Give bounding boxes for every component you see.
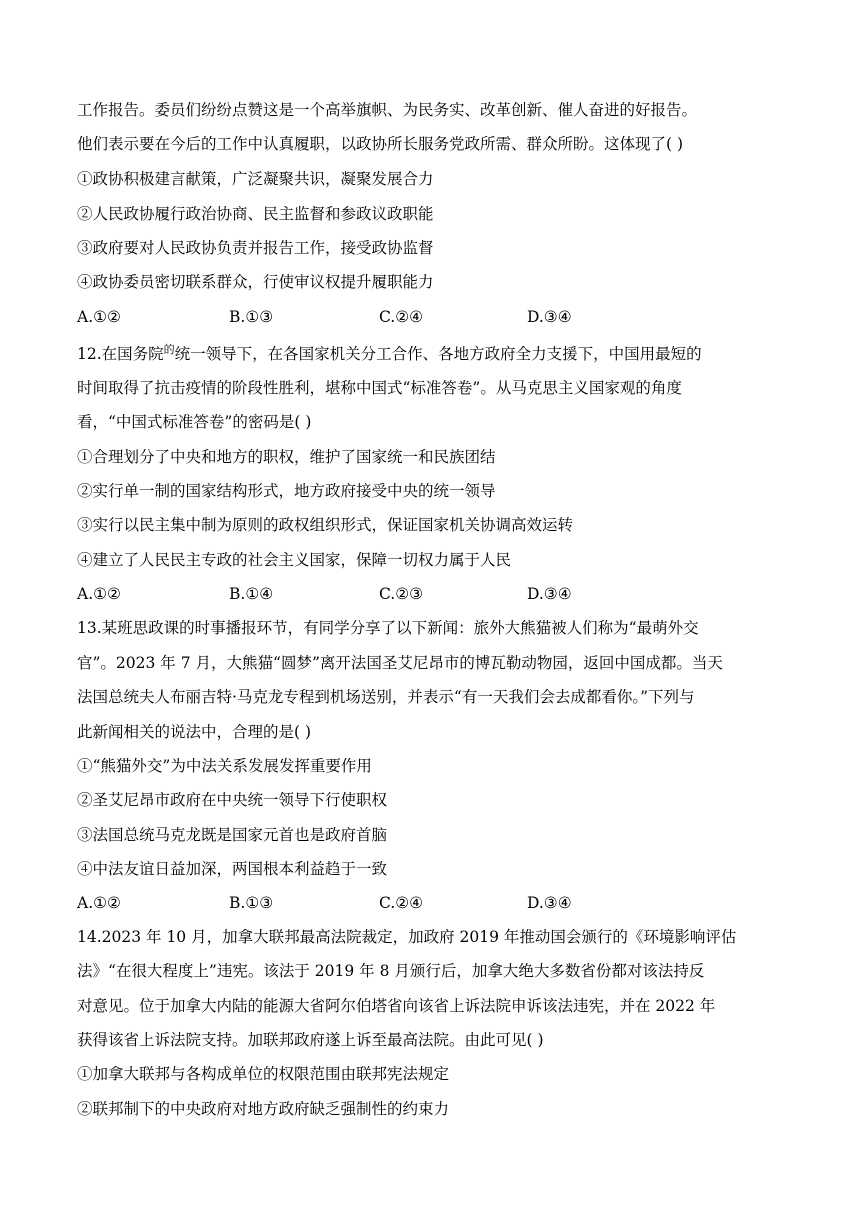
q14-stem-line-2: 法》“在很大程度上”违宪。该法于 2019 年 8 月颁行后，加拿大绝大多数省份都对该法持反 <box>77 962 705 980</box>
q11-choice-c: C.②④ <box>379 308 424 326</box>
q13-stem-line-3: 法国总统夫人布丽吉特·马克龙专程到机场送别，并表示“有一天我们会去成都看你。”下列与 <box>77 688 695 706</box>
q14-stem-line-1: 14.2023 年 10 月，加拿大联邦最高法院裁定，加政府 2019 年推动国会颁行的《环境影响评估 <box>77 928 737 946</box>
q11-stem-line-1: 工作报告。委员们纷纷点赞这是一个高举旗帜、为民务实、改革创新、催人奋进的好报告。 <box>77 101 698 119</box>
q11-option-4: ④政协委员密切联系群众，行使审议权提升履职能力 <box>77 273 434 291</box>
q11-option-3: ③政府要对人民政协负责并报告工作，接受政协监督 <box>77 239 434 257</box>
q12-stem-pre: 12.在国务院 <box>77 345 164 363</box>
q12-choice-b: B.①④ <box>229 585 274 603</box>
q13-option-3: ③法国总统马克龙既是国家元首也是政府首脑 <box>77 826 388 844</box>
q14-option-2: ②联邦制下的中央政府对地方政府缺乏强制性的约束力 <box>77 1100 450 1118</box>
q11-stem-line-2: 他们表示要在今后的工作中认真履职，以政协所长服务党政所需、群众所盼。这体现了( ) <box>77 135 684 153</box>
q13-choice-b: B.①③ <box>229 894 274 912</box>
q11-choice-a: A.①② <box>77 308 121 326</box>
q14-option-1: ①加拿大联邦与各构成单位的权限范围由联邦宪法规定 <box>77 1065 450 1083</box>
q13-option-1: ①“熊猫外交”为中法关系发展发挥重要作用 <box>77 757 372 775</box>
q13-choice-c: C.②④ <box>379 894 424 912</box>
q12-option-3: ③实行以民主集中制为原则的政权组织形式，保证国家机关协调高效运转 <box>77 516 574 534</box>
q12-option-4: ④建立了人民民主专政的社会主义国家，保障一切权力属于人民 <box>77 551 512 569</box>
q11-option-1: ①政协积极建言献策，广泛凝聚共识，凝聚发展合力 <box>77 170 434 188</box>
q13-stem-line-4: 此新闻相关的说法中，合理的是( ) <box>77 723 312 741</box>
q13-choice-a: A.①② <box>77 894 121 912</box>
q11-option-2: ②人民政协履行政治协商、民主监督和参政议政职能 <box>77 205 434 223</box>
q13-choice-d: D.③④ <box>527 894 572 912</box>
q12-option-2: ②实行单一制的国家结构形式，地方政府接受中央的统一领导 <box>77 482 496 500</box>
q12-stem-post: 统一领导下，在各国家机关分工合作、各地方政府全力支援下，中国用最短的 <box>174 345 702 363</box>
q13-option-4: ④中法友谊日益加深，两国根本利益趋于一致 <box>77 860 388 878</box>
q12-choice-a: A.①② <box>77 585 121 603</box>
q14-stem-line-4: 获得该省上诉法院支持。加联邦政府遂上诉至最高法院。由此可见( ) <box>77 1031 544 1049</box>
q14-stem-line-3: 对意见。位于加拿大内陆的能源大省阿尔伯塔省向该省上诉法院申诉该法违宪，并在 2022 年 <box>77 997 716 1015</box>
q12-choice-d: D.③④ <box>527 585 572 603</box>
q13-stem-line-2: 官”。2023 年 7 月，大熊猫“圆梦”离开法国圣艾尼昂市的博瓦勒动物园，返回中国成都。当天 <box>77 654 723 672</box>
q12-stem-line-1 <box>77 343 702 367</box>
q13-option-2: ②圣艾尼昂市政府在中央统一领导下行使职权 <box>77 791 388 809</box>
q12-stem-line-3: 看，“中国式标准答卷”的密码是( ) <box>77 413 312 431</box>
q12-stem-sup: 的 <box>163 343 175 356</box>
q12-stem-line-2: 时间取得了抗击疫情的阶段性胜利，堪称中国式“标准答卷”。从马克思主义国家观的角度 <box>77 379 682 397</box>
q13-stem-line-1: 13.某班思政课的时事播报环节，有同学分享了以下新闻：旅外大熊猫被人们称为“最萌外交 <box>77 619 699 637</box>
q12-choice-c: C.②③ <box>379 585 424 603</box>
q12-option-1: ①合理划分了中央和地方的职权，维护了国家统一和民族团结 <box>77 448 496 466</box>
q11-choice-d: D.③④ <box>527 308 572 326</box>
q11-choice-b: B.①③ <box>229 308 274 326</box>
